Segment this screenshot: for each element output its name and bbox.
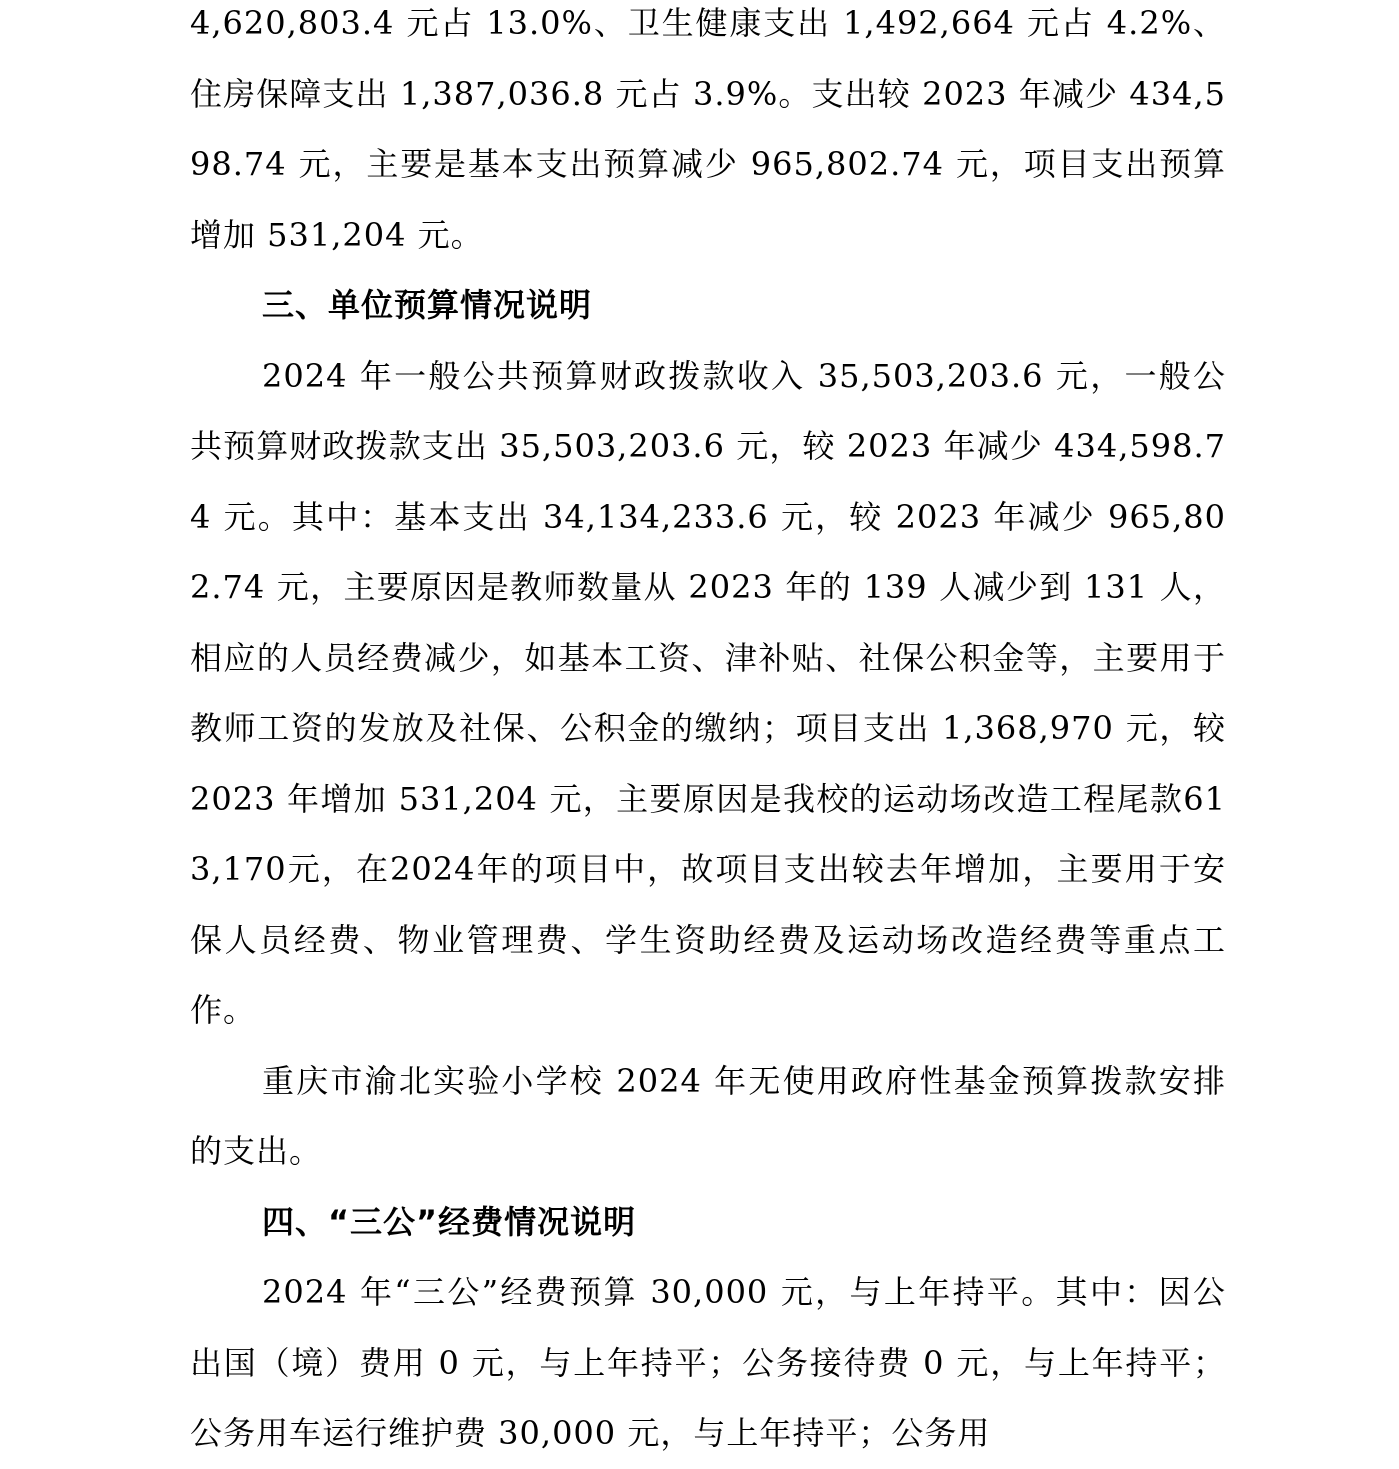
- paragraph-general-budget: 2024 年一般公共预算财政拨款收入 35,503,203.6 元，一般公共预算财政拨款支出 35,503,203.6 元，较 2023 年减少 434,598.74 元。其中：基本支出 34,134,233.6 元，较 2023 年减少 965,802.74 元，主要原因是教师数量从 2023 年的 139 人减少到 131 人，相应的人员经费减少，如基本工资、津补贴、社保公积金等，主要用于教师工资的发放及社保、公积金的缴纳；项目支出 1,368,970 元，较 2023 年增加 531,204 元，主要原因是我校的运动场改造工程尾款613,170元，在2024年的项目中，故项目支出较去年增加，主要用于安保人员经费、物业管理费、学生资助经费及运动场改造经费等重点工作。: [190, 356, 1226, 1029]
- paragraph-government-fund: 重庆市渝北实验小学校 2024 年无使用政府性基金预算拨款安排的支出。: [190, 1061, 1226, 1170]
- section-heading-three-public-expenses: 四、“三公”经费情况说明: [262, 1202, 637, 1241]
- section-heading-unit-budget: 三、单位预算情况说明: [262, 286, 593, 324]
- paragraph-three-public-expenses: 2024 年“三公”经费预算 30,000 元，与上年持平。其中：因公出国（境）费用 0 元，与上年持平；公务接待费 0 元，与上年持平；公务用车运行维护费 30,000 元，与上年持平；公务用: [190, 1273, 1226, 1452]
- paragraph-expenditure-summary: 4,620,803.4 元占 13.0%、卫生健康支出 1,492,664 元占 4.2%、住房保障支出 1,387,036.8 元占 3.9%。支出较 2023 年减少 434,598.74 元，主要是基本支出预算减少 965,802.74 元，项目支出预算增加 531,204 元。: [190, 4, 1226, 254]
- document-body: [190, 0, 1226, 1469]
